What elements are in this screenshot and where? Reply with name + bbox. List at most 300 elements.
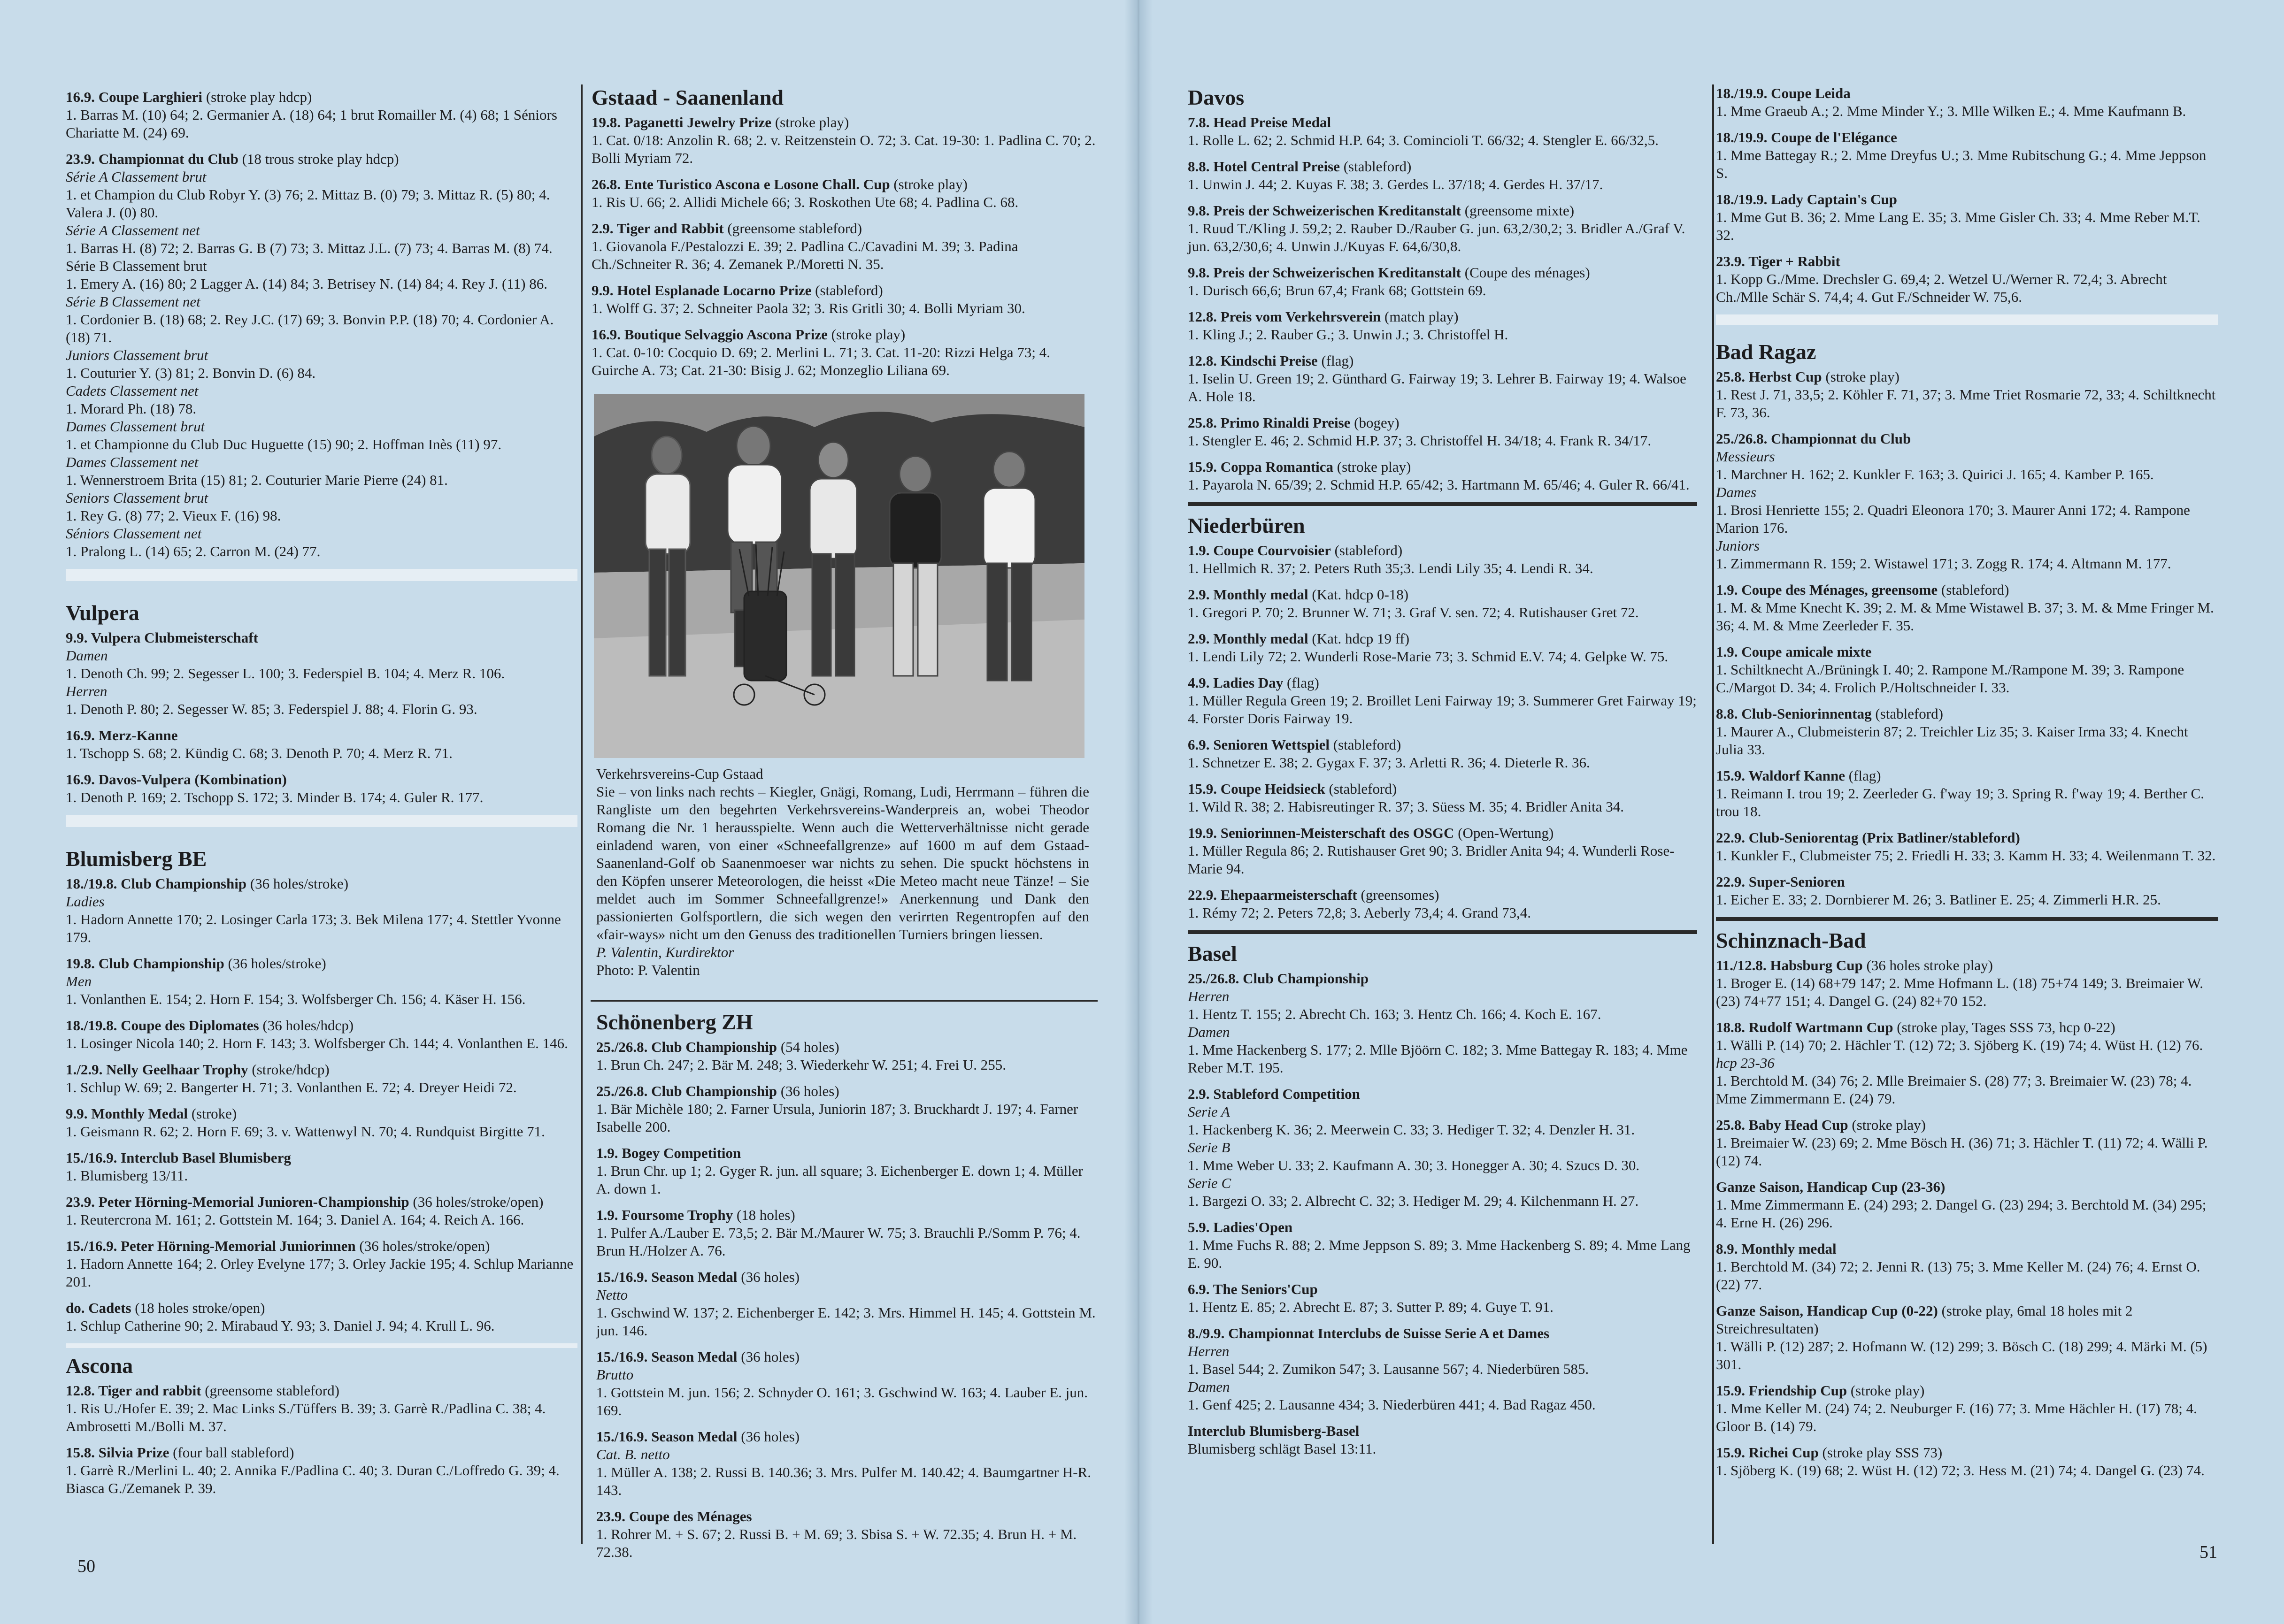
entry-results: 1. Hentz T. 155; 2. Abrecht Ch. 163; 3. Hentz Ch. 166; 4. Koch E. 167. (1188, 1006, 1601, 1022)
entry-format: (Open-Wertung) (1454, 825, 1554, 841)
entry-results: 1. Rohrer M. + S. 67; 2. Russi B. + M. 69; 3. Sbisa S. + W. 72.35; 4. Brun H. + M. 72.38. (596, 1526, 1077, 1560)
entry-format: (stableford) (811, 282, 883, 299)
entry-results: 1. Zimmermann R. 159; 2. Wistawel 171; 3. Zogg R. 174; 4. Altmann M. 177. (1716, 555, 2171, 572)
entry-format: (36 holes/stroke) (246, 875, 349, 892)
result-entry (1716, 581, 2218, 635)
entry-format: (stroke play) (1848, 1117, 1926, 1133)
entry-format: (four ball stableford) (169, 1444, 294, 1461)
result-entry (596, 1348, 1096, 1419)
result-entry (1188, 202, 1697, 255)
entry-title: 6.9. The Seniors'Cup (1188, 1281, 1318, 1297)
entry-results: 1. Rolle L. 62; 2. Schmid H.P. 64; 3. Comincioli T. 66/32; 4. Stengler E. 66/32,5. (1188, 132, 1659, 148)
entry-results: 1. Kling J.; 2. Rauber G.; 3. Unwin J.; 3. Christoffel H. (1188, 326, 1508, 343)
entry-results: 1. Müller Regula 86; 2. Rutishauser Gret 90; 3. Bridler Anita 94; 4. Wunderli Rose-Marie 94. (1188, 843, 1675, 877)
entry-title: 5.9. Ladies'Open (1188, 1219, 1293, 1235)
entry-title: 26.8. Ente Turistico Ascona e Losone Chall. Cup (592, 176, 890, 192)
entry-title: 12.8. Tiger and rabbit (66, 1382, 201, 1399)
result-entry (596, 1428, 1096, 1499)
entry-format: (36 holes) (777, 1083, 839, 1099)
result-entry (1716, 705, 2218, 758)
result-entry (1716, 829, 2218, 865)
result-entry (1188, 674, 1697, 728)
entry-format: (stableford) (1325, 781, 1397, 797)
entry-format: (stroke play) (771, 114, 849, 130)
entry-format: (Kat. hdcp 0-18) (1308, 586, 1409, 603)
entry-results: 1. Reimann I. trou 19; 2. Zeerleder G. f'way 19; 3. Spring R. f'way 19; 4. Berther C. trou 18. (1716, 785, 2204, 820)
photo-credit: Photo: P. Valentin (596, 962, 700, 978)
entry-results: 1. Broger E. (14) 68+79 147; 2. Mme Hofmann L. (18) 75+74 149; 3. Breimaier W. (23) 74+77 151; 4. Dangel G. (24) 82+70 152. (1716, 975, 2204, 1009)
result-entry (592, 220, 1096, 273)
entry-results: 1. Payarola N. 65/39; 2. Schmid H.P. 65/42; 3. Hartmann M. 65/46; 4. Guler R. 66/41. (1188, 476, 1690, 493)
entry-format: (18 holes stroke/open) (131, 1300, 265, 1316)
entry-results: 1. Ris U. 66; 2. Allidi Michele 66; 3. Roskothen Ute 68; 4. Padlina C. 68. (592, 194, 1019, 210)
entry-format: (36 holes/stroke) (224, 955, 326, 972)
entry-format: (stroke play) (827, 326, 906, 343)
entry-results: 1. Stengler E. 46; 2. Schmid H.P. 37; 3. Christoffel H. 34/18; 4. Frank R. 34/17. (1188, 432, 1652, 449)
category-label: Cadets Classement net (66, 383, 199, 399)
entry-title: 15./16.9. Season Medal (596, 1428, 738, 1445)
entry-title: 25.8. Baby Head Cup (1716, 1117, 1848, 1133)
entry-format: (54 holes) (777, 1039, 839, 1055)
result-entry (1188, 308, 1697, 344)
entry-title: 12.8. Preis vom Verkehrsverein (1188, 308, 1381, 325)
result-entry (1188, 542, 1697, 577)
entry-title: 23.9. Peter Hörning-Memorial Junioren-Championship (66, 1194, 409, 1210)
entry-results: 1. Kopp G./Mme. Drechsler G. 69,4; 2. Wetzel U./Werner R. 72,4; 3. Abrecht Ch./Mlle Schär S. 74,4; 4. Gut F./Schneider W. 75,6. (1716, 271, 2167, 305)
entry-results: 1. Hadorn Annette 170; 2. Losinger Carla 173; 3. Bek Milena 177; 4. Stettler Yvonne 179. (66, 911, 561, 945)
entry-format: (stableford) (1330, 542, 1403, 559)
result-entry (66, 1149, 577, 1185)
column-2-lower (596, 1009, 1096, 1570)
result-entry (596, 1268, 1096, 1340)
entry-results: 1. Denoth Ch. 99; 2. Segesser L. 100; 3. Federspiel B. 104; 4. Merz R. 106. (66, 665, 505, 682)
entry-title: 25./26.8. Club Championship (596, 1083, 777, 1099)
entry-title: 15.9. Friendship Cup (1716, 1382, 1847, 1399)
entry-title: 23.9. Championnat du Club (66, 151, 238, 167)
entry-results: 1. Mme Zimmermann E. (24) 293; 2. Dangel G. (23) 294; 3. Berchtold M. (34) 295; 4. Erne H. (26) 296. (1716, 1196, 2207, 1231)
venue-heading: Schinznach-Bad (1716, 928, 1866, 952)
result-entry (1188, 886, 1697, 922)
venue-heading: Ascona (66, 1354, 133, 1378)
entry-results: 1. Mme Fuchs R. 88; 2. Mme Jeppson S. 89; 3. Mme Hackenberg S. 89; 4. Mme Lang E. 90. (1188, 1237, 1691, 1271)
entry-title: 7.8. Head Preise Medal (1188, 114, 1331, 130)
entry-title: 18./19.9. Coupe Leida (1716, 85, 1851, 101)
page-number-left: 50 (77, 1556, 95, 1576)
result-entry (1716, 767, 2218, 820)
venue-heading: Davos (1188, 85, 1245, 109)
entry-title: 6.9. Senioren Wettspiel (1188, 736, 1330, 753)
entry-results: 1. M. & Mme Knecht K. 39; 2. M. & Mme Wistawel B. 37; 3. M. & Mme Fringer M. 36; 4. M. & Mme Zeerleder F. 35. (1716, 599, 2214, 634)
entry-title: 19.8. Paganetti Jewelry Prize (592, 114, 772, 130)
entry-results: 1. Mme Keller M. (24) 74; 2. Neuburger F. (16) 77; 3. Mme Hächler H. (17) 78; 4. Gloor B. (14) 79. (1716, 1400, 2197, 1434)
result-entry (592, 326, 1096, 379)
entry-format: (flag) (1317, 352, 1354, 369)
entry-title: Interclub Blumisberg-Basel (1188, 1423, 1360, 1439)
entry-results: 1. Garrè R./Merlini L. 40; 2. Annika F./Padlina C. 40; 3. Duran C./Loffredo G. 39; 4. Biasca G./Zemanek P. 39. (66, 1462, 560, 1496)
entry-results: 1. Schnetzer E. 38; 2. Gygax F. 37; 3. Arletti R. 36; 4. Dieterle R. 36. (1188, 754, 1590, 771)
entry-title: 25./26.8. Club Championship (1188, 970, 1369, 987)
venue-heading: Schönenberg ZH (596, 1010, 753, 1034)
book-gutter (1124, 0, 1153, 1624)
entry-title: 15./16.9. Season Medal (596, 1269, 738, 1285)
category-label: hcp 23-36 (1716, 1055, 1775, 1071)
category-label: Séniors Classement net (66, 525, 202, 542)
entry-format: (stroke play) (1333, 459, 1411, 475)
result-entry (1188, 780, 1697, 816)
entry-title: 22.9. Club-Seniorentag (Prix Batliner/stableford) (1716, 829, 2020, 846)
entry-title: 15.8. Silvia Prize (66, 1444, 169, 1461)
result-entry (596, 1082, 1096, 1136)
entry-title: 16.9. Coupe Larghieri (66, 89, 203, 105)
section-separator (66, 1343, 577, 1348)
entry-format: (36 holes/stroke/open) (409, 1194, 544, 1210)
entry-title: 19.8. Club Championship (66, 955, 224, 972)
entry-results: 1. Wälli P. (12) 287; 2. Hofmann W. (12) 299; 3. Bösch C. (18) 299; 4. Märki M. (5) 301. (1716, 1338, 2207, 1372)
entry-title: 25./26.8. Club Championship (596, 1039, 777, 1055)
entry-title: 15.9. Waldorf Kanne (1716, 767, 1846, 784)
entry-results: 1. Ris U./Hofer E. 39; 2. Mac Links S./Tüffers B. 39; 3. Garrè R./Padlina C. 38; 4. Ambrosetti M./Bolli M. 37. (66, 1400, 546, 1434)
entry-title: 1.9. Coupe amicale mixte (1716, 643, 1872, 660)
category-label: Herren (1188, 988, 1230, 1004)
result-entry (1188, 158, 1697, 193)
result-entry (1188, 824, 1697, 878)
category-label: Serie B (1188, 1139, 1230, 1156)
result-entry (66, 1299, 577, 1335)
result-entry (596, 1206, 1096, 1260)
result-entry (1716, 873, 2218, 909)
entry-results: 1. Morard Ph. (18) 78. (66, 400, 197, 417)
category-label: Dames (1716, 484, 1757, 500)
entry-format: (18 trous stroke play hdcp) (238, 151, 399, 167)
entry-title: 18.8. Rudolf Wartmann Cup (1716, 1019, 1893, 1035)
entry-format: (18 holes) (733, 1207, 795, 1223)
category-label: Série A Classement net (66, 222, 200, 238)
result-entry (66, 1017, 577, 1052)
section-separator (66, 569, 577, 581)
result-entry (1716, 253, 2218, 306)
category-label: Netto (596, 1287, 628, 1303)
entry-title: 16.9. Davos-Vulpera (Kombination) (66, 771, 287, 788)
entry-results: 1. Iselin U. Green 19; 2. Günthard G. Fairway 19; 3. Lehrer B. Fairway 19; 4. Walsoe A. Hole 18. (1188, 370, 1686, 405)
entry-results: 1. Cat. 0/18: Anzolin R. 68; 2. v. Reitzenstein O. 72; 3. Cat. 19-30: 1. Padlina C. 70; 2. Bolli Myriam 72. (592, 132, 1096, 166)
result-entry (596, 1508, 1096, 1561)
column-4 (1716, 84, 2218, 1488)
entry-title: 15.9. Richei Cup (1716, 1444, 1819, 1461)
entry-results: 1. Mme Gut B. 36; 2. Mme Lang E. 35; 3. Mme Gisler Ch. 33; 4. Mme Reber M.T. 32. (1716, 209, 2200, 243)
entry-results: 1. Gottstein M. jun. 156; 2. Schnyder O. 161; 3. Gschwind W. 163; 4. Lauber E. jun. 169. (596, 1384, 1088, 1418)
entry-results: 1. Brun Chr. up 1; 2. Gyger R. jun. all square; 3. Eichenberger E. down 1; 4. Müller A. down 1. (596, 1163, 1083, 1197)
caption-signature: P. Valentin, Kurdirektor (596, 944, 734, 960)
entry-results: 1. Berchtold M. (34) 76; 2. Mlle Breimaier S. (28) 77; 3. Breimaier W. (23) 78; 4. Mme Zimmermann E. (24) 79. (1716, 1072, 2192, 1107)
entry-format: (stroke play) (1822, 368, 1899, 385)
entry-title: 8.9. Monthly medal (1716, 1241, 1837, 1257)
entry-results: 1. Hackenberg K. 36; 2. Meerwein C. 33; 3. Hediger T. 32; 4. Denzler H. 31. (1188, 1121, 1635, 1138)
result-entry (596, 1144, 1096, 1198)
entry-results: 1. Durisch 66,6; Brun 67,4; Frank 68; Gottstein 69. (1188, 282, 1486, 299)
entry-results: 1. Ruud T./Kling J. 59,2; 2. Rauber D./Rauber G. jun. 63,2/30,2; 3. Bridler A./Graf V. jun. 63,2/30,6; 4. Unwin J./Kuyas F. 64,6/30,8. (1188, 220, 1685, 254)
entry-results: 1. Schiltknecht A./Brüningk I. 40; 2. Rampone M./Rampone M. 39; 3. Rampone C./Margot D. 34; 4. Frolich P./Holtschneider I. 33. (1716, 661, 2184, 696)
entry-results: 1. Schlup W. 69; 2. Bangerter H. 71; 3. Vonlanthen E. 72; 4. Dreyer Heidi 72. (66, 1079, 517, 1095)
section-rule (591, 1000, 1098, 1002)
entry-title: do. Cadets (66, 1300, 131, 1316)
result-entry (592, 114, 1096, 167)
section-separator (1716, 917, 2218, 921)
entry-title: 9.8. Preis der Schweizerischen Kreditanstalt (1188, 264, 1461, 281)
entry-results: 1. Giovanola F./Pestalozzi E. 39; 2. Padlina C./Cavadini M. 39; 3. Padina Ch./Schneiter R. 36; 4. Zemanek P./Moretti N. 35. (592, 238, 1018, 272)
entry-results: 1. Wälli P. (14) 70; 2. Hächler T. (12) 72; 3. Sjöberg K. (19) 74; 4. Wüst H. (12) 76. (1716, 1037, 2203, 1053)
result-entry (66, 955, 577, 1008)
category-label: Cat. B. netto (596, 1446, 670, 1463)
entry-results: 1. Kunkler F., Clubmeister 75; 2. Friedli H. 33; 3. Kamm H. 33; 4. Weilenmann T. 32. (1716, 847, 2216, 864)
venue-heading: Niederbüren (1188, 513, 1305, 537)
result-entry (1716, 1444, 2218, 1479)
venue-heading: Bad Ragaz (1716, 340, 1816, 364)
result-entry (66, 875, 577, 946)
entry-format: (stroke play, Tages SSS 73, hcp 0-22) (1893, 1019, 2115, 1035)
category-label: Ladies (66, 893, 105, 910)
entry-results: 1. Mme Battegay R.; 2. Mme Dreyfus U.; 3. Mme Rubitschung G.; 4. Mme Jeppson S. (1716, 147, 2207, 181)
result-entry (1716, 1116, 2218, 1170)
entry-results: 1. Breimaier W. (23) 69; 2. Mme Bösch H. (36) 71; 3. Hächler T. (11) 72; 4. Wälli P. (12) 74. (1716, 1134, 2208, 1169)
entry-results: 1. Denoth P. 80; 2. Segesser W. 85; 3. Federspiel J. 88; 4. Florin G. 93. (66, 701, 477, 717)
result-entry (1188, 414, 1697, 450)
category-label: Messieurs (1716, 448, 1775, 465)
entry-results: 1. Genf 425; 2. Lausanne 434; 3. Niederbüren 441; 4. Bad Ragaz 450. (1188, 1396, 1596, 1413)
entry-format: (stroke play SSS 73) (1818, 1444, 1943, 1461)
result-entry (1188, 970, 1697, 1077)
entry-results: 1. Mme Graeub A.; 2. Mme Minder Y.; 3. Mlle Wilken E.; 4. Mme Kaufmann B. (1716, 103, 2186, 119)
result-entry (1188, 352, 1697, 406)
entry-format: (stableford) (1871, 705, 1943, 722)
result-entry (1188, 114, 1697, 149)
entry-results: 1. Wennerstroem Brita (15) 81; 2. Couturier Marie Pierre (24) 81. (66, 472, 448, 488)
entry-results: 1. Rémy 72; 2. Peters 72,8; 3. Aeberly 73,4; 4. Grand 73,4. (1188, 904, 1531, 921)
entry-results: 1. Emery A. (16) 80; 2 Lagger A. (14) 84; 3. Betrisey N. (14) 84; 4. Rey J. (11) 86. (66, 276, 547, 292)
result-entry (66, 150, 577, 560)
entry-format: (stroke) (188, 1105, 237, 1122)
entry-format: (flag) (1845, 767, 1881, 784)
result-entry (592, 176, 1096, 211)
result-entry (66, 1105, 577, 1141)
entry-title: 8.8. Hotel Central Preise (1188, 158, 1340, 175)
caption-body: Sie – von links nach rechts – Kiegler, Gnägi, Romang, Ludi, Herrmann – führen die Rangliste um den begehrten Verkehrsvereins-Wanderpreis an, wobei Theodor Romang die Nr. 1 herausspielte. Wenn auch die Wetterverhältnisse nicht gerade einladend waren, von einer «Schneefallgrenze» auf 1600 m auf dem Gstaad-Saanenland-Golf ob Saanenmoeser war nichts zu sehen. Die spuckt höchstens in den Köpfen unserer Meteorologen, die heisst «Die Meteo macht neue Tänze! – Sie meldet auch im Sommer Schneefallgrenze!» Anerkennung und Dank den passionierten Golfsportlern, die sich wegen den verirrten Regentropfen auf den «fair-ways» nicht um den Genuss des traditionellen Turniers bringen liessen. (596, 783, 1089, 942)
result-entry (1716, 84, 2218, 120)
result-entry (66, 1382, 577, 1435)
entry-results: 1. Cordonier B. (18) 68; 2. Rey J.C. (17) 69; 3. Bonvin P.P. (18) 70; 4. Cordonier A. (18) 71. (66, 311, 554, 345)
entry-title: 16.9. Merz-Kanne (66, 727, 178, 743)
section-separator (1716, 314, 2218, 325)
entry-results: 1. Eicher E. 33; 2. Dornbierer M. 26; 3. Batliner E. 25; 4. Zimmerli H.R. 25. (1716, 891, 2161, 908)
result-entry (1188, 264, 1697, 299)
result-entry (592, 282, 1096, 317)
entry-format: (36 holes) (737, 1269, 800, 1285)
entry-format: (36 holes stroke play) (1862, 957, 1993, 973)
entry-results: 1. Hadorn Annette 164; 2. Orley Evelyne 177; 3. Orley Jackie 195; 4. Schlup Marianne 201. (66, 1256, 574, 1290)
venue-heading: Basel (1188, 942, 1237, 965)
entry-title: 9.9. Vulpera Clubmeisterschaft (66, 629, 258, 646)
entry-title: 25./26.8. Championnat du Club (1716, 430, 1911, 447)
result-entry (66, 727, 577, 762)
entry-results: 1. Basel 544; 2. Zumikon 547; 3. Lausanne 567; 4. Niederbüren 585. (1188, 1361, 1589, 1377)
entry-results: 1. Müller Regula Green 19; 2. Broillet Leni Fairway 19; 3. Summerer Gret Fairway 19; 4. Forster Doris Fairway 19. (1188, 692, 1697, 727)
entry-title: 8.8. Club-Seniorinnentag (1716, 705, 1872, 722)
entry-results: 1. Mme Hackenberg S. 177; 2. Mlle Bjöörn C. 182; 3. Mme Battegay R. 183; 4. Mme Reber M.T. 195. (1188, 1042, 1688, 1076)
category-label: Série B Classement brut (66, 258, 207, 274)
entry-results: 1. Pulfer A./Lauber E. 73,5; 2. Bär M./Maurer W. 75; 3. Brauchli P./Somm P. 76; 4. Brun H./Holzer A. 76. (596, 1225, 1081, 1259)
entry-format: (flag) (1283, 674, 1319, 691)
entry-format: (greensomes) (1357, 887, 1439, 903)
entry-title: 1./2.9. Nelly Geelhaar Trophy (66, 1061, 248, 1078)
entry-format: (36 holes/hdcp) (259, 1017, 354, 1034)
entry-results: 1. et Championne du Club Duc Huguette (15) 90; 2. Hoffman Inès (11) 97. (66, 436, 502, 452)
entry-results: 1. Schlup Catherine 90; 2. Mirabaud Y. 93; 3. Daniel J. 94; 4. Krull L. 96. (66, 1318, 495, 1334)
entry-title: 2.9. Stableford Competition (1188, 1086, 1360, 1102)
result-entry (1188, 1280, 1697, 1316)
category-label: Juniors (1716, 537, 1760, 554)
result-entry (1188, 736, 1697, 772)
entry-results: 1. Wild R. 38; 2. Habisreutinger R. 37; 3. Süess M. 35; 4. Bridler Anita 34. (1188, 798, 1624, 815)
result-entry (1188, 1218, 1697, 1272)
entry-title: 22.9. Super-Senioren (1716, 873, 1845, 890)
entry-title: 18./19.8. Club Championship (66, 875, 247, 892)
entry-results: Blumisberg schlägt Basel 13:11. (1188, 1440, 1377, 1457)
entry-title: 4.9. Ladies Day (1188, 674, 1284, 691)
entry-title: Ganze Saison, Handicap Cup (0-22) (1716, 1302, 1938, 1319)
entry-title: 23.9. Coupe des Ménages (596, 1508, 752, 1524)
entry-results: 1. Rest J. 71, 33,5; 2. Köhler F. 71, 37; 3. Mme Triet Rosmarie 72, 33; 4. Schiltknecht F. 73, 36. (1716, 386, 2216, 421)
entry-results: 1. Bargezi O. 33; 2. Albrecht C. 32; 3. Hediger M. 29; 4. Kilchenmann H. 27. (1188, 1193, 1639, 1209)
entry-title: 9.9. Monthly Medal (66, 1105, 188, 1122)
entry-title: 2.9. Tiger and Rabbit (592, 220, 724, 237)
result-entry (1716, 957, 2218, 1010)
category-label: Juniors Classement brut (66, 347, 208, 363)
result-entry (596, 1038, 1096, 1074)
entry-results: 1. Gregori P. 70; 2. Brunner W. 71; 3. Graf V. sen. 72; 4. Rutishauser Gret 72. (1188, 604, 1639, 620)
entry-results: 1. Unwin J. 44; 2. Kuyas F. 38; 3. Gerdes L. 37/18; 4. Gerdes H. 37/17. (1188, 176, 1603, 192)
entry-results: 1. et Champion du Club Robyr Y. (3) 76; 2. Mittaz B. (0) 79; 3. Mittaz R. (5) 80; 4. Valera J. (0) 80. (66, 186, 550, 221)
entry-title: 15.9. Coppa Romantica (1188, 459, 1334, 475)
entry-format: (stroke play hdcp) (202, 89, 312, 105)
entry-results: 1. Lendi Lily 72; 2. Wunderli Rose-Marie 73; 3. Schmid E.V. 74; 4. Gelpke W. 75. (1188, 648, 1669, 665)
result-entry (1716, 1382, 2218, 1435)
category-label: Herren (1188, 1343, 1230, 1359)
entry-format: (stroke play, 6mal 18 holes mit 2 Streichresultaten) (1716, 1302, 2133, 1337)
entry-format: (stroke/hdcp) (248, 1061, 330, 1078)
result-entry (1188, 1422, 1697, 1458)
column-rule (581, 84, 583, 1544)
entry-results: 1. Bär Michèle 180; 2. Farner Ursula, Juniorin 187; 3. Bruckhardt J. 197; 4. Farner Isabelle 200. (596, 1101, 1078, 1135)
entry-title: 8./9.9. Championnat Interclubs de Suisse Serie A et Dames (1188, 1325, 1550, 1341)
entry-title: 15./16.9. Peter Hörning-Memorial Juniorinnen (66, 1238, 356, 1254)
entry-format: (stableford) (1339, 158, 1412, 175)
entry-title: 19.9. Seniorinnen-Meisterschaft des OSGC (1188, 825, 1454, 841)
entry-title: 1.9. Coupe Courvoisier (1188, 542, 1331, 559)
entry-title: 18./19.8. Coupe des Diplomates (66, 1017, 259, 1034)
result-entry (1716, 191, 2218, 244)
caption-title: Verkehrsvereins-Cup Gstaad (596, 766, 763, 782)
entry-results: 1. Reutercrona M. 161; 2. Gottstein M. 164; 3. Daniel A. 164; 4. Reich A. 166. (66, 1211, 524, 1228)
entry-format: (36 holes) (737, 1428, 800, 1445)
entry-format: (greensome stableford) (723, 220, 862, 237)
entry-format: (bogey) (1350, 414, 1400, 431)
entry-format: (greensome stableford) (201, 1382, 339, 1399)
result-entry (1716, 643, 2218, 697)
photo-caption (596, 765, 1089, 979)
entry-results: 1. Hentz E. 85; 2. Abrecht E. 87; 3. Sutter P. 89; 4. Guye T. 91. (1188, 1299, 1553, 1315)
entry-title: Ganze Saison, Handicap Cup (23-36) (1716, 1179, 1946, 1195)
entry-title: 18./19.9. Lady Captain's Cup (1716, 191, 1897, 207)
entry-title: 18./19.9. Coupe de l'Elégance (1716, 129, 1897, 146)
category-label: Men (66, 973, 92, 989)
result-entry (1188, 586, 1697, 621)
column-3 (1188, 80, 1697, 1466)
entry-format: (stableford) (1938, 582, 2009, 598)
category-label: Damen (1188, 1024, 1230, 1040)
entry-results: 1. Mme Weber U. 33; 2. Kaufmann A. 30; 3. Honegger A. 30; 4. Szucs D. 30. (1188, 1157, 1640, 1173)
entry-title: 11./12.8. Habsburg Cup (1716, 957, 1863, 973)
entry-results: 1. Brosi Henriette 155; 2. Quadri Eleonora 170; 3. Maurer Anni 172; 4. Rampone Marion 176. (1716, 502, 2190, 536)
section-separator (1188, 930, 1697, 934)
venue-heading: Vulpera (66, 601, 139, 625)
entry-results: 1. Wolff G. 37; 2. Schneiter Paola 32; 3. Ris Gritli 30; 4. Bolli Myriam 30. (592, 300, 1025, 316)
result-entry (1716, 368, 2218, 421)
entry-title: 9.9. Hotel Esplanade Locarno Prize (592, 282, 812, 299)
result-entry (1188, 1085, 1697, 1210)
entry-title: 12.8. Kindschi Preise (1188, 352, 1318, 369)
result-entry (1188, 630, 1697, 666)
category-label: Série A Classement brut (66, 169, 207, 185)
category-label: Damen (66, 647, 108, 664)
entry-title: 9.8. Preis der Schweizerischen Kreditanstalt (1188, 202, 1461, 219)
result-entry (66, 1444, 577, 1497)
result-entry (66, 1193, 577, 1229)
page-number-right: 51 (2199, 1542, 2217, 1562)
category-label: Serie C (1188, 1175, 1231, 1191)
golfers-photo-image (594, 394, 1084, 758)
result-entry (1716, 1302, 2218, 1373)
entry-results: 1. Barras H. (8) 72; 2. Barras G. B (7) 73; 3. Mittaz J.L. (7) 73; 4. Barras M. (8) 74. (66, 240, 553, 256)
entry-results: 1. Blumisberg 13/11. (66, 1167, 188, 1184)
result-entry (1188, 1325, 1697, 1414)
entry-format: (stableford) (1329, 736, 1401, 753)
column-2 (592, 80, 1096, 388)
result-entry (1716, 1240, 2218, 1294)
section-separator (66, 815, 577, 827)
entry-results: 1. Losinger Nicola 140; 2. Horn F. 143; 3. Wolfsberger Ch. 144; 4. Vonlanthen E. 146. (66, 1035, 568, 1051)
result-entry (66, 629, 577, 718)
entry-format: (36 holes) (737, 1348, 800, 1365)
entry-title: 15.9. Coupe Heidsieck (1188, 781, 1325, 797)
entry-title: 25.8. Herbst Cup (1716, 368, 1822, 385)
entry-results: 1. Rey G. (8) 77; 2. Vieux F. (16) 98. (66, 507, 281, 524)
entry-format: (greensome mixte) (1461, 202, 1575, 219)
entry-results: 1. Couturier Y. (3) 81; 2. Bonvin D. (6) 84. (66, 365, 316, 381)
result-entry (66, 1061, 577, 1096)
entry-results: 1. Gschwind W. 137; 2. Eichenberger E. 142; 3. Mrs. Himmel H. 145; 4. Gottstein M. jun. 146. (596, 1304, 1096, 1339)
category-label: Dames Classement net (66, 454, 199, 470)
group-photo (594, 394, 1084, 758)
result-entry (1188, 458, 1697, 494)
column-1 (66, 88, 577, 1506)
result-entry (66, 88, 577, 142)
entry-title: 2.9. Monthly medal (1188, 630, 1308, 647)
entry-results: 1. Pralong L. (14) 65; 2. Carron M. (24) 77. (66, 543, 321, 559)
entry-title: 15./16.9. Interclub Basel Blumisberg (66, 1149, 291, 1166)
entry-format: (stroke play) (1847, 1382, 1925, 1399)
entry-results: 1. Hellmich R. 37; 2. Peters Ruth 35;3. Lendi Lily 35; 4. Lendi R. 34. (1188, 560, 1593, 576)
category-label: Série B Classement net (66, 293, 200, 310)
category-label: Damen (1188, 1379, 1230, 1395)
